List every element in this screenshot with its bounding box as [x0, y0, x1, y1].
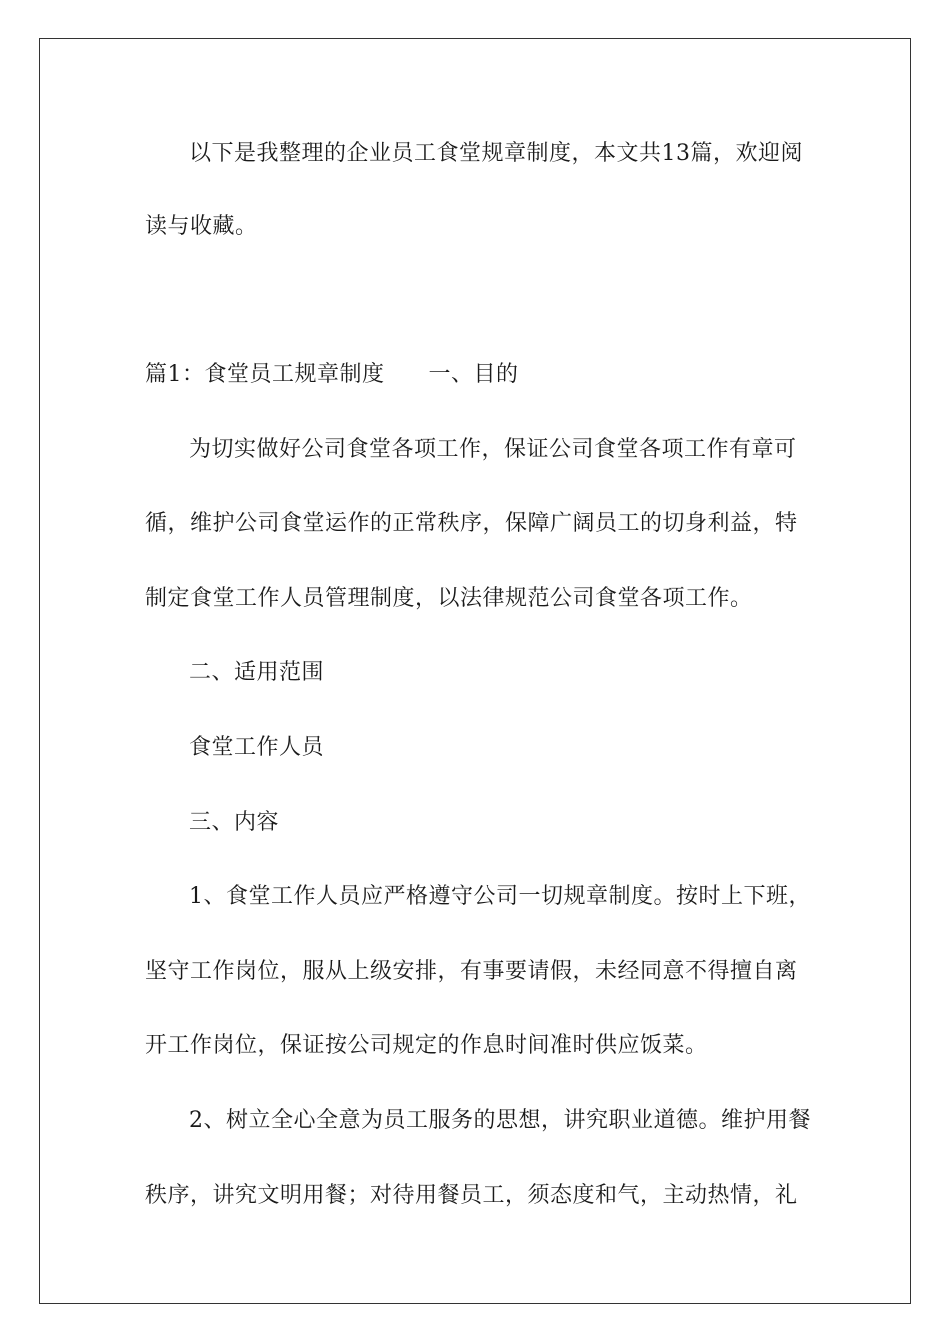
scope-heading: 二、适用范围	[189, 660, 325, 685]
chapter-title: 篇1：食堂员工规章制度	[145, 362, 385, 387]
item1-line-3: 开工作岗位，保证按公司规定的作息时间准时供应饭菜。	[145, 1033, 708, 1058]
purpose-line-2: 循，维护公司食堂运作的正常秩序，保障广阔员工的切身利益，特	[145, 511, 798, 536]
purpose-line-1: 为切实做好公司食堂各项工作，保证公司食堂各项工作有章可	[189, 437, 797, 462]
scope-text: 食堂工作人员	[189, 735, 325, 760]
item2-line-2: 秩序，讲究文明用餐；对待用餐员工，须态度和气，主动热情，礼	[145, 1183, 798, 1208]
purpose-line-3: 制定食堂工作人员管理制度，以法律规范公司食堂各项工作。	[145, 586, 753, 611]
purpose-heading: 一、目的	[428, 362, 519, 387]
item2-line-1: 2、树立全心全意为员工服务的思想，讲究职业道德。维护用餐	[189, 1108, 811, 1133]
item1-line-2: 坚守工作岗位，服从上级安排，有事要请假，未经同意不得擅自离	[145, 959, 798, 984]
content-heading: 三、内容	[189, 810, 280, 835]
intro-line-1: 以下是我整理的企业员工食堂规章制度，本文共13篇，欢迎阅	[189, 141, 803, 166]
intro-line-2: 读与收藏。	[145, 214, 258, 239]
item1-line-1: 1、食堂工作人员应严格遵守公司一切规章制度。按时上下班，	[189, 884, 811, 909]
section-title	[145, 360, 519, 390]
